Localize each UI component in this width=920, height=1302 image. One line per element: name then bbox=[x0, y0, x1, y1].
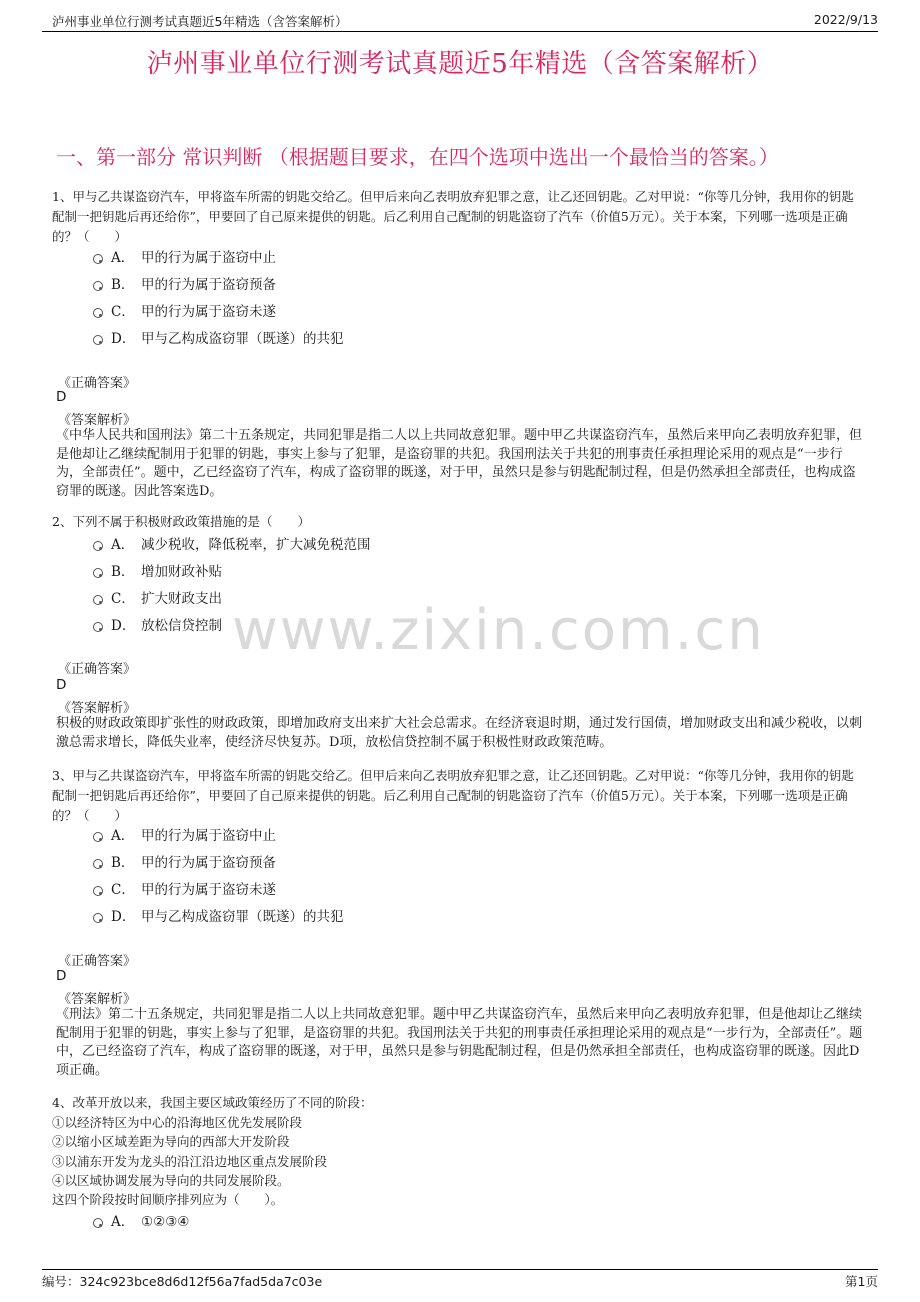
question-1-option-c[interactable] bbox=[93, 302, 276, 322]
question-4-item-3: ③以浦东开发为龙头的沿江沿边地区重点发展阶段 bbox=[52, 1154, 328, 1169]
option-letter: B． bbox=[111, 277, 135, 293]
question-1-text: 1、甲与乙共谋盗窃汽车，甲将盗车所需的钥匙交给乙。但甲后来向乙表明放弃犯罪之意，让乙还回钥匙。乙对甲说：“你等几分钟，我用你的钥匙配制一把钥匙后再还给你”，甲要回了自己原来提供的钥匙。后乙利用自己配制的钥匙盗窃了汽车（价值5万元）。关于本案，下列哪一选项是正确的？（ ） bbox=[52, 189, 854, 244]
radio-icon[interactable] bbox=[93, 622, 103, 632]
radio-icon[interactable] bbox=[93, 335, 103, 345]
option-letter: D． bbox=[111, 331, 136, 347]
option-text: 甲的行为属于盗窃未遂 bbox=[141, 304, 276, 320]
option-text: 甲的行为属于盗窃中止 bbox=[141, 250, 276, 266]
question-3-analysis: 《刑法》第二十五条规定，共同犯罪是指二人以上共同故意犯罪。题中甲乙共谋盗窃汽车，虽然后来甲向乙表明放弃犯罪，但是他却让乙继续配制用于犯罪的钥匙，事实上参与了犯罪，是盗窃罪的共犯。我国刑法关于共犯的刑事责任承担理论采用的观点是“一步行为，全部责任”。题中，乙已经盗窃了汽车，构成了盗窃罪的既遂，对于甲，虽然只是参与钥匙配制过程，但是仍然承担全部责任，也构成盗窃罪的既遂。因此D项正确。 bbox=[56, 1007, 863, 1078]
question-1-option-a[interactable] bbox=[93, 248, 276, 268]
header-divider bbox=[42, 31, 878, 32]
question-2-option-a[interactable] bbox=[93, 535, 371, 555]
question-2-option-c[interactable] bbox=[93, 589, 222, 609]
question-4-item-2: ②以缩小区域差距为导向的西部大开发阶段 bbox=[52, 1134, 290, 1149]
radio-icon[interactable] bbox=[93, 886, 103, 896]
radio-icon[interactable] bbox=[93, 1218, 103, 1228]
question-2-answer: D bbox=[56, 677, 67, 693]
question-2-text: 2、下列不属于积极财政政策措施的是（ ） bbox=[52, 514, 310, 529]
analysis-heading: 《答案解析》 bbox=[58, 992, 137, 1007]
option-letter: A． bbox=[111, 828, 135, 844]
answer-heading: 《正确答案》 bbox=[58, 662, 137, 677]
option-letter: C． bbox=[111, 882, 135, 898]
option-letter: A． bbox=[111, 250, 135, 266]
option-letter: D． bbox=[111, 909, 136, 925]
question-1-answer: D bbox=[56, 389, 67, 405]
watermark: www.zixin.com.cn bbox=[232, 598, 765, 663]
question-3-option-b[interactable] bbox=[93, 853, 276, 873]
option-text: 增加财政补贴 bbox=[141, 564, 222, 580]
page-number: 第1页 bbox=[845, 1274, 878, 1289]
radio-icon[interactable] bbox=[93, 541, 103, 551]
document-title: 泸州事业单位行测考试真题近5年精选（含答案解析） bbox=[146, 49, 774, 79]
question-4-text: 4、改革开放以来，我国主要区域政策经历了不同的阶段： bbox=[52, 1095, 373, 1110]
question-2-analysis: 积极的财政政策即扩张性的财政政策，即增加政府支出来扩大社会总需求。在经济衰退时期，通过发行国债，增加财政支出和减少税收，以刺激总需求增长，降低失业率，使经济尽快复苏。D项，放松信贷控制不属于积极性财政政策范畴。 bbox=[56, 716, 863, 750]
radio-icon[interactable] bbox=[93, 308, 103, 318]
question-4-item-1: ①以经济特区为中心的沿海地区优先发展阶段 bbox=[52, 1115, 303, 1130]
option-text: 甲的行为属于盗窃预备 bbox=[141, 855, 276, 871]
option-text: 甲的行为属于盗窃未遂 bbox=[141, 882, 276, 898]
question-4-item-4: ④以区域协调发展为导向的共同发展阶段。 bbox=[52, 1173, 290, 1188]
option-letter: C． bbox=[111, 304, 135, 320]
radio-icon[interactable] bbox=[93, 913, 103, 923]
footer-divider bbox=[42, 1269, 878, 1270]
header-date: 2022/9/13 bbox=[813, 12, 878, 27]
analysis-heading: 《答案解析》 bbox=[58, 701, 137, 716]
question-3-text: 3、甲与乙共谋盗窃汽车，甲将盗车所需的钥匙交给乙。但甲后来向乙表明放弃犯罪之意，让乙还回钥匙。乙对甲说：“你等几分钟，我用你的钥匙配制一把钥匙后再还给你”，甲要回了自己原来提供的钥匙。后乙利用自己配制的钥匙盗窃了汽车（价值5万元）。关于本案，下列哪一选项是正确的？（ ） bbox=[52, 768, 854, 823]
question-3-answer: D bbox=[56, 968, 67, 984]
radio-icon[interactable] bbox=[93, 595, 103, 605]
option-text: ①②③④ bbox=[141, 1214, 190, 1230]
option-text: 甲与乙构成盗窃罪（既遂）的共犯 bbox=[141, 909, 344, 925]
option-letter: A． bbox=[111, 1214, 135, 1230]
option-text: 甲与乙构成盗窃罪（既遂）的共犯 bbox=[141, 331, 344, 347]
header-doc-title: 泸州事业单位行测考试真题近5年精选（含答案解析） bbox=[52, 14, 348, 29]
question-3-option-c[interactable] bbox=[93, 880, 276, 900]
answer-heading: 《正确答案》 bbox=[58, 954, 137, 969]
question-2-option-d[interactable] bbox=[93, 616, 222, 636]
answer-heading: 《正确答案》 bbox=[58, 376, 137, 391]
option-text: 甲的行为属于盗窃预备 bbox=[141, 277, 276, 293]
option-text: 放松信贷控制 bbox=[141, 618, 222, 634]
option-text: 甲的行为属于盗窃中止 bbox=[141, 828, 276, 844]
option-text: 扩大财政支出 bbox=[141, 591, 222, 607]
question-1-analysis: 《中华人民共和国刑法》第二十五条规定，共同犯罪是指二人以上共同故意犯罪。题中甲乙共谋盗窃汽车，虽然后来甲向乙表明放弃犯罪，但是他却让乙继续配制用于犯罪的钥匙，事实上参与了犯罪，是盗窃罪的共犯。我国刑法关于共犯的刑事责任承担理论采用的观点是“一步行为，全部责任”。题中，乙已经盗窃了汽车，构成了盗窃罪的既遂，对于甲，虽然只是参与钥匙配制过程，但是仍然承担全部责任，也构成盗窃罪的既遂。因此答案选D。 bbox=[56, 428, 863, 499]
section-heading: 一、第一部分 常识判断 （根据题目要求，在四个选项中选出一个最恰当的答案。） bbox=[56, 145, 779, 169]
question-1-option-b[interactable] bbox=[93, 275, 276, 295]
question-1-option-d[interactable] bbox=[93, 329, 344, 349]
option-letter: B． bbox=[111, 855, 135, 871]
page-header bbox=[52, 12, 878, 32]
radio-icon[interactable] bbox=[93, 859, 103, 869]
analysis-heading: 《答案解析》 bbox=[58, 413, 137, 428]
option-letter: C． bbox=[111, 591, 135, 607]
option-letter: A． bbox=[111, 537, 135, 553]
question-2-option-b[interactable] bbox=[93, 562, 222, 582]
question-4-prompt: 这四个阶段按时间顺序排列应为（ ）。 bbox=[52, 1192, 284, 1207]
radio-icon[interactable] bbox=[93, 281, 103, 291]
option-text: 减少税收，降低税率，扩大减免税范围 bbox=[141, 537, 371, 553]
option-letter: D． bbox=[111, 618, 136, 634]
option-letter: B． bbox=[111, 564, 135, 580]
document-code: 编号：324c923bce8d6d12f56a7fad5da7c03e bbox=[42, 1274, 323, 1289]
question-3-option-d[interactable] bbox=[93, 907, 344, 927]
radio-icon[interactable] bbox=[93, 254, 103, 264]
radio-icon[interactable] bbox=[93, 832, 103, 842]
question-3-option-a[interactable] bbox=[93, 826, 276, 846]
question-4-option-a[interactable] bbox=[93, 1212, 189, 1232]
radio-icon[interactable] bbox=[93, 568, 103, 578]
